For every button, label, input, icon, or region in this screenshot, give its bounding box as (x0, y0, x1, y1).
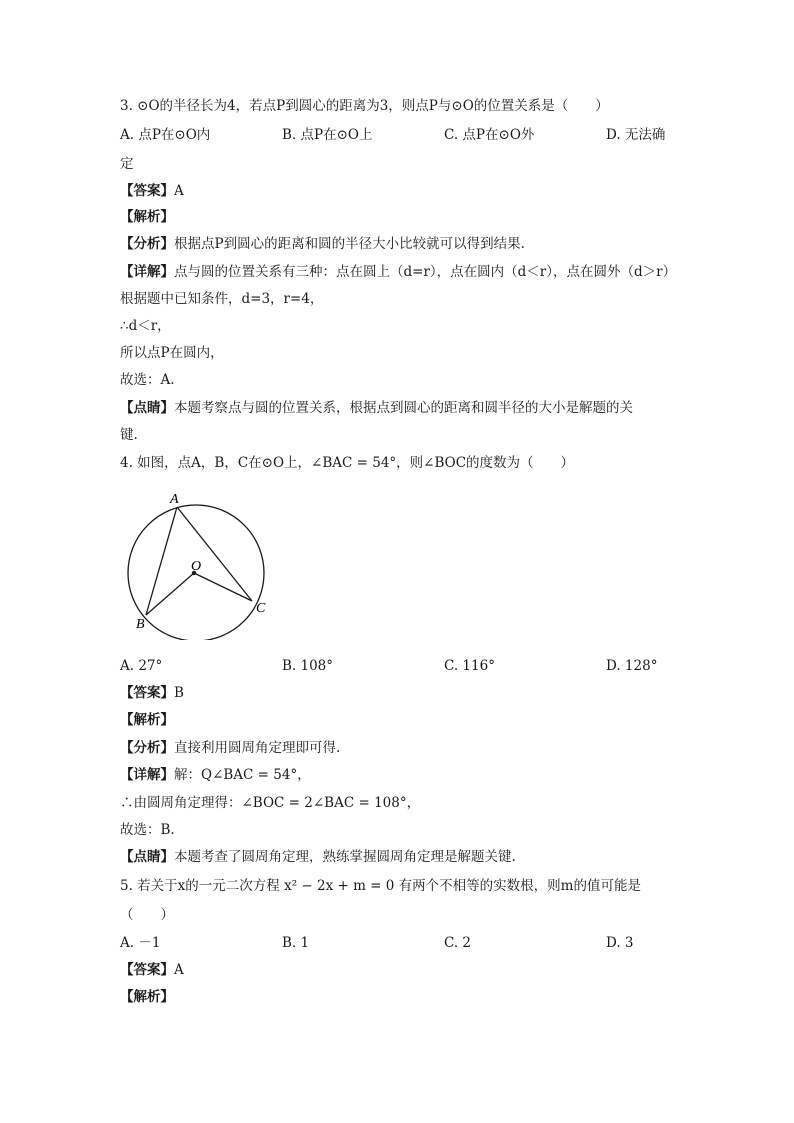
q5-option-d: D. 3 (606, 935, 634, 951)
q4-analysis-tag: 【解析】 (120, 712, 174, 728)
q3-detail-line4: 所以点P在圆内， (120, 345, 224, 361)
answer-value: A (174, 183, 184, 199)
q4-fenxi (120, 738, 340, 758)
q3-comment (120, 398, 633, 418)
q3-detail (120, 262, 676, 282)
fenxi-tag: 【分析】 (120, 236, 174, 252)
comment-tag: 【点睛】 (120, 849, 174, 865)
q4-option-a: A. 27° (120, 658, 163, 674)
answer-tag: 【答案】 (120, 183, 174, 199)
radius-ob (146, 573, 194, 615)
label-o: O (191, 559, 202, 574)
q5-option-c: C. 2 (444, 935, 472, 951)
q5-option-b: B. 1 (282, 935, 310, 951)
q3-answer (120, 181, 184, 201)
q3-fenxi (120, 234, 525, 254)
fenxi-tag: 【分析】 (120, 740, 174, 756)
answer-value: B (174, 685, 184, 701)
q3-comment-wrap: 键. (120, 427, 138, 443)
q3-choose: 故选：A. (120, 372, 175, 388)
circle-figure (118, 490, 278, 640)
detail-tag: 【详解】 (120, 767, 174, 783)
q4-detail (120, 765, 311, 785)
q5-analysis-tag: 【解析】 (120, 989, 174, 1005)
q4-detail-line2: ∴由圆周角定理得：∠BOC = 2∠BAC = 108°， (120, 795, 421, 811)
q3-option-c: C. 点P在⊙O外 (444, 127, 535, 143)
q3-option-a: A. 点P在⊙O内 (120, 127, 211, 143)
q3-stem: 3. ⊙O的半径长为4，若点P到圆心的距离为3，则点P与⊙O的位置关系是（ ） (120, 98, 609, 114)
q4-comment (120, 847, 516, 867)
answer-tag: 【答案】 (120, 685, 174, 701)
q5-stem-wrap: （ ） (120, 907, 174, 923)
q5-stem: 5. 若关于x的一元二次方程 x² − 2x + m = 0 有两个不相等的实数根，则m的值可能是 (120, 878, 641, 894)
comment-tag: 【点睛】 (120, 400, 174, 416)
label-b: B (136, 617, 145, 632)
q3-option-d: D. 无法确 (606, 127, 666, 143)
q4-choose: 故选：B. (120, 822, 175, 838)
q4-option-b: B. 108° (282, 658, 334, 674)
detail-tag: 【详解】 (120, 264, 174, 280)
q3-analysis-tag: 【解析】 (120, 209, 174, 225)
label-a: A (170, 492, 179, 507)
answer-tag: 【答案】 (120, 962, 174, 978)
comment-text: 本题考察点与圆的位置关系，根据点到圆心的距离和圆半径的大小是解题的关 (174, 400, 633, 416)
q3-detail-line2: 根据题中已知条件，d=3，r=4， (120, 291, 324, 307)
label-c: C (256, 601, 266, 616)
q4-option-c: C. 116° (444, 658, 495, 674)
q4-answer (120, 683, 184, 703)
q5-option-a: A. －1 (120, 935, 161, 951)
comment-text: 本题考查了圆周角定理，熟练掌握圆周角定理是解题关键. (174, 849, 516, 865)
fenxi-text: 根据点P到圆心的距离和圆的半径大小比较就可以得到结果. (174, 236, 525, 252)
q5-answer (120, 960, 184, 980)
detail-text: 点与圆的位置关系有三种：点在圆上（d=r），点在圆内（d＜r），点在圆外（d＞r） (174, 264, 677, 280)
q4-option-d: D. 128° (606, 658, 658, 674)
answer-value: A (174, 962, 184, 978)
q4-stem: 4. 如图，点A，B，C在⊙O上，∠BAC = 54°，则∠BOC的度数为（ ） (120, 455, 575, 471)
fenxi-text: 直接利用圆周角定理即可得. (174, 740, 341, 756)
q3-detail-line3: ∴d＜r， (120, 318, 171, 334)
q3-option-d-wrap: 定 (120, 156, 134, 172)
radius-oc (194, 573, 252, 601)
q3-option-b: B. 点P在⊙O上 (282, 127, 373, 143)
detail-text: 解：Q∠BAC = 54°， (174, 767, 311, 783)
